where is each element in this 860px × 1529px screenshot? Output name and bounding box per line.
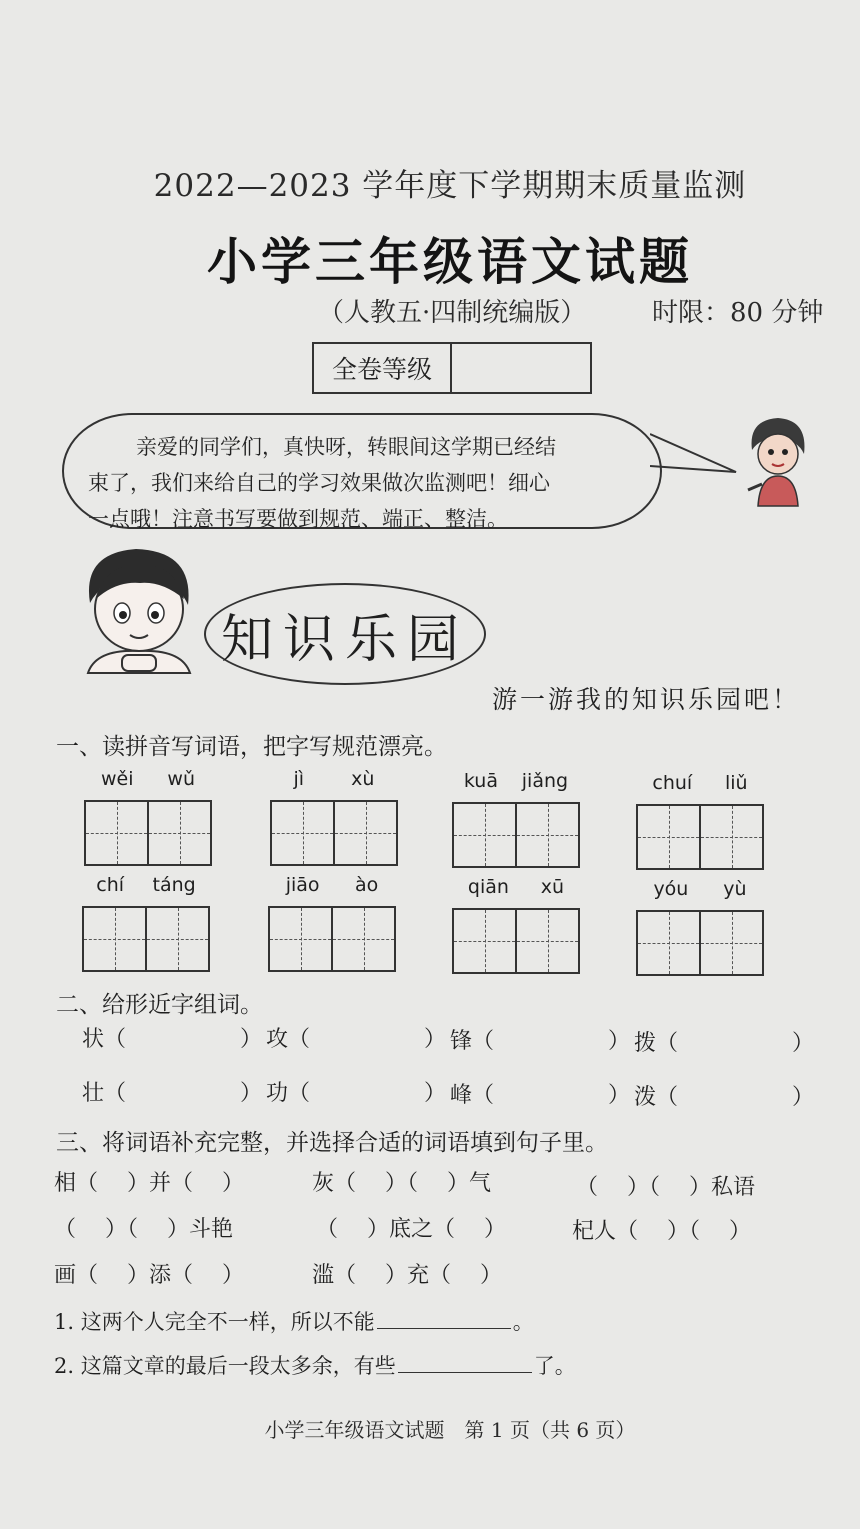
pinyin-syllable: kuā bbox=[463, 770, 498, 792]
idiom-item[interactable]: （ ）底之（ ） bbox=[316, 1217, 506, 1242]
writing-grid bbox=[270, 800, 398, 866]
pinyin-syllable: liǔ bbox=[724, 772, 748, 794]
similar-char: 锋 bbox=[450, 1029, 473, 1054]
pinyin-syllable: chí bbox=[96, 874, 125, 896]
pinyin-syllable: ào bbox=[354, 874, 379, 896]
pinyin-syllable: jiǎng bbox=[521, 770, 569, 792]
time-limit-label: 时限：80 分钟 bbox=[652, 298, 824, 328]
tian-box[interactable] bbox=[638, 806, 699, 868]
similar-char: 状 bbox=[82, 1027, 105, 1052]
pinyin-syllable: xū bbox=[540, 876, 565, 898]
pinyin-syllable: qiān bbox=[467, 876, 509, 898]
similar-char-item[interactable]: 攻（ ） bbox=[266, 1027, 446, 1052]
knowledge-garden-subtitle: 游一游我的知识乐园吧！ bbox=[492, 685, 801, 714]
writing-grid bbox=[452, 802, 580, 868]
intro-speech-bubble bbox=[62, 413, 662, 529]
sentence-2-text: 2. 这篇文章的最后一段太多余，有些 bbox=[54, 1354, 396, 1378]
similar-char-item[interactable]: 拨（ ） bbox=[634, 1031, 814, 1056]
exam-main-title: 小学三年级语文试题 bbox=[207, 232, 693, 291]
tian-box[interactable] bbox=[515, 804, 578, 866]
section-1-heading: 一、读拼音写词语，把字写规范漂亮。 bbox=[56, 734, 447, 760]
knowledge-garden-banner: 知识乐园 bbox=[204, 583, 486, 685]
writing-grid bbox=[636, 804, 764, 870]
tian-box[interactable] bbox=[86, 802, 147, 864]
answer-blank[interactable] bbox=[377, 1308, 511, 1329]
idiom-item[interactable]: 滥（ ）充（ ） bbox=[312, 1263, 502, 1288]
idiom-item[interactable]: 杞人（ ）（ ） bbox=[572, 1219, 751, 1244]
tian-box[interactable] bbox=[331, 908, 394, 970]
pinyin-word-5 bbox=[82, 874, 210, 972]
pinyin-word-2 bbox=[270, 768, 398, 866]
idiom-item[interactable]: 相（ ）并（ ） bbox=[54, 1171, 244, 1196]
writing-grid bbox=[268, 906, 396, 972]
pinyin-syllable: yóu bbox=[653, 878, 689, 900]
tian-box[interactable] bbox=[699, 912, 762, 974]
tian-box[interactable] bbox=[145, 908, 208, 970]
sentence-1-text: 1. 这两个人完全不一样，所以不能 bbox=[54, 1310, 375, 1334]
writing-grid bbox=[636, 910, 764, 976]
sentence-2-end: 了。 bbox=[533, 1354, 576, 1378]
pinyin-word-6 bbox=[268, 874, 396, 972]
similar-char-item[interactable]: 状（ ） bbox=[82, 1027, 262, 1052]
similar-char-item[interactable]: 功（ ） bbox=[266, 1081, 446, 1106]
tian-box[interactable] bbox=[272, 802, 333, 864]
exam-period-title: 2022—2023 学年度下学期期末质量监测 bbox=[153, 168, 747, 204]
similar-char: 功 bbox=[266, 1081, 289, 1106]
similar-char-item[interactable]: 峰（ ） bbox=[450, 1083, 630, 1108]
pinyin-syllable: yù bbox=[723, 878, 747, 900]
idiom-item[interactable]: 画（ ）添（ ） bbox=[54, 1263, 244, 1288]
similar-char-item[interactable]: 锋（ ） bbox=[450, 1029, 630, 1054]
overall-grade-label: 全卷等级 bbox=[314, 344, 452, 392]
tian-box[interactable] bbox=[84, 908, 145, 970]
sentence-1-end: 。 bbox=[512, 1310, 534, 1334]
pinyin-word-7 bbox=[452, 876, 580, 974]
girl-illustration-icon bbox=[738, 410, 818, 510]
similar-char-item[interactable]: 泼（ ） bbox=[634, 1085, 814, 1110]
pinyin-syllable: wǔ bbox=[167, 768, 196, 790]
section-2-heading: 二、给形近字组词。 bbox=[56, 992, 263, 1018]
overall-grade-box bbox=[312, 342, 592, 394]
similar-char: 峰 bbox=[450, 1083, 473, 1108]
answer-blank[interactable] bbox=[398, 1352, 532, 1373]
section-3-heading: 三、将词语补充完整，并选择合适的词语填到句子里。 bbox=[56, 1130, 608, 1156]
speech-bubble-tail bbox=[650, 426, 740, 486]
tian-box[interactable] bbox=[454, 804, 515, 866]
edition-label: （人教五·四制统编版） bbox=[318, 298, 587, 328]
similar-char: 泼 bbox=[634, 1085, 657, 1110]
tian-box[interactable] bbox=[454, 910, 515, 972]
intro-line-1: 亲爱的同学们，真快呀，转眼间这学期已经结 bbox=[136, 435, 556, 459]
pinyin-word-4 bbox=[636, 772, 764, 870]
similar-char: 拨 bbox=[634, 1031, 657, 1056]
tian-box[interactable] bbox=[515, 910, 578, 972]
idiom-item[interactable]: （ ）（ ）斗艳 bbox=[54, 1217, 233, 1242]
tian-box[interactable] bbox=[699, 806, 762, 868]
tian-box[interactable] bbox=[638, 912, 699, 974]
pinyin-syllable: táng bbox=[152, 874, 196, 896]
tian-box[interactable] bbox=[147, 802, 210, 864]
pinyin-syllable: wěi bbox=[100, 768, 134, 790]
pinyin-word-3 bbox=[452, 770, 580, 868]
pinyin-word-8 bbox=[636, 878, 764, 976]
pinyin-syllable: xù bbox=[351, 768, 375, 790]
page-footer: 小学三年级语文试题 第 1 页（共 6 页） bbox=[264, 1418, 636, 1442]
intro-line-2: 束了，我们来给自己的学习效果做次监测吧！细心 bbox=[88, 471, 550, 495]
similar-char: 攻 bbox=[266, 1027, 289, 1052]
fill-sentence-1 bbox=[54, 1306, 534, 1336]
writing-grid bbox=[452, 908, 580, 974]
tian-box[interactable] bbox=[333, 802, 396, 864]
idiom-item[interactable]: 灰（ ）（ ）气 bbox=[312, 1171, 491, 1196]
pinyin-syllable: chuí bbox=[652, 772, 693, 794]
pinyin-syllable: jiāo bbox=[285, 874, 320, 896]
pinyin-syllable: jì bbox=[293, 768, 305, 790]
similar-char: 壮 bbox=[82, 1081, 105, 1106]
overall-grade-field[interactable] bbox=[452, 344, 590, 392]
pinyin-word-1 bbox=[84, 768, 212, 866]
writing-grid bbox=[82, 906, 210, 972]
fill-sentence-2 bbox=[54, 1350, 576, 1380]
idiom-item[interactable]: （ ）（ ）私语 bbox=[576, 1175, 755, 1200]
intro-line-3: 一点哦！注意书写要做到规范、端正、整洁。 bbox=[88, 507, 508, 531]
tian-box[interactable] bbox=[270, 908, 331, 970]
boy-illustration-icon bbox=[76, 543, 202, 683]
similar-char-item[interactable]: 壮（ ） bbox=[82, 1081, 262, 1106]
writing-grid bbox=[84, 800, 212, 866]
